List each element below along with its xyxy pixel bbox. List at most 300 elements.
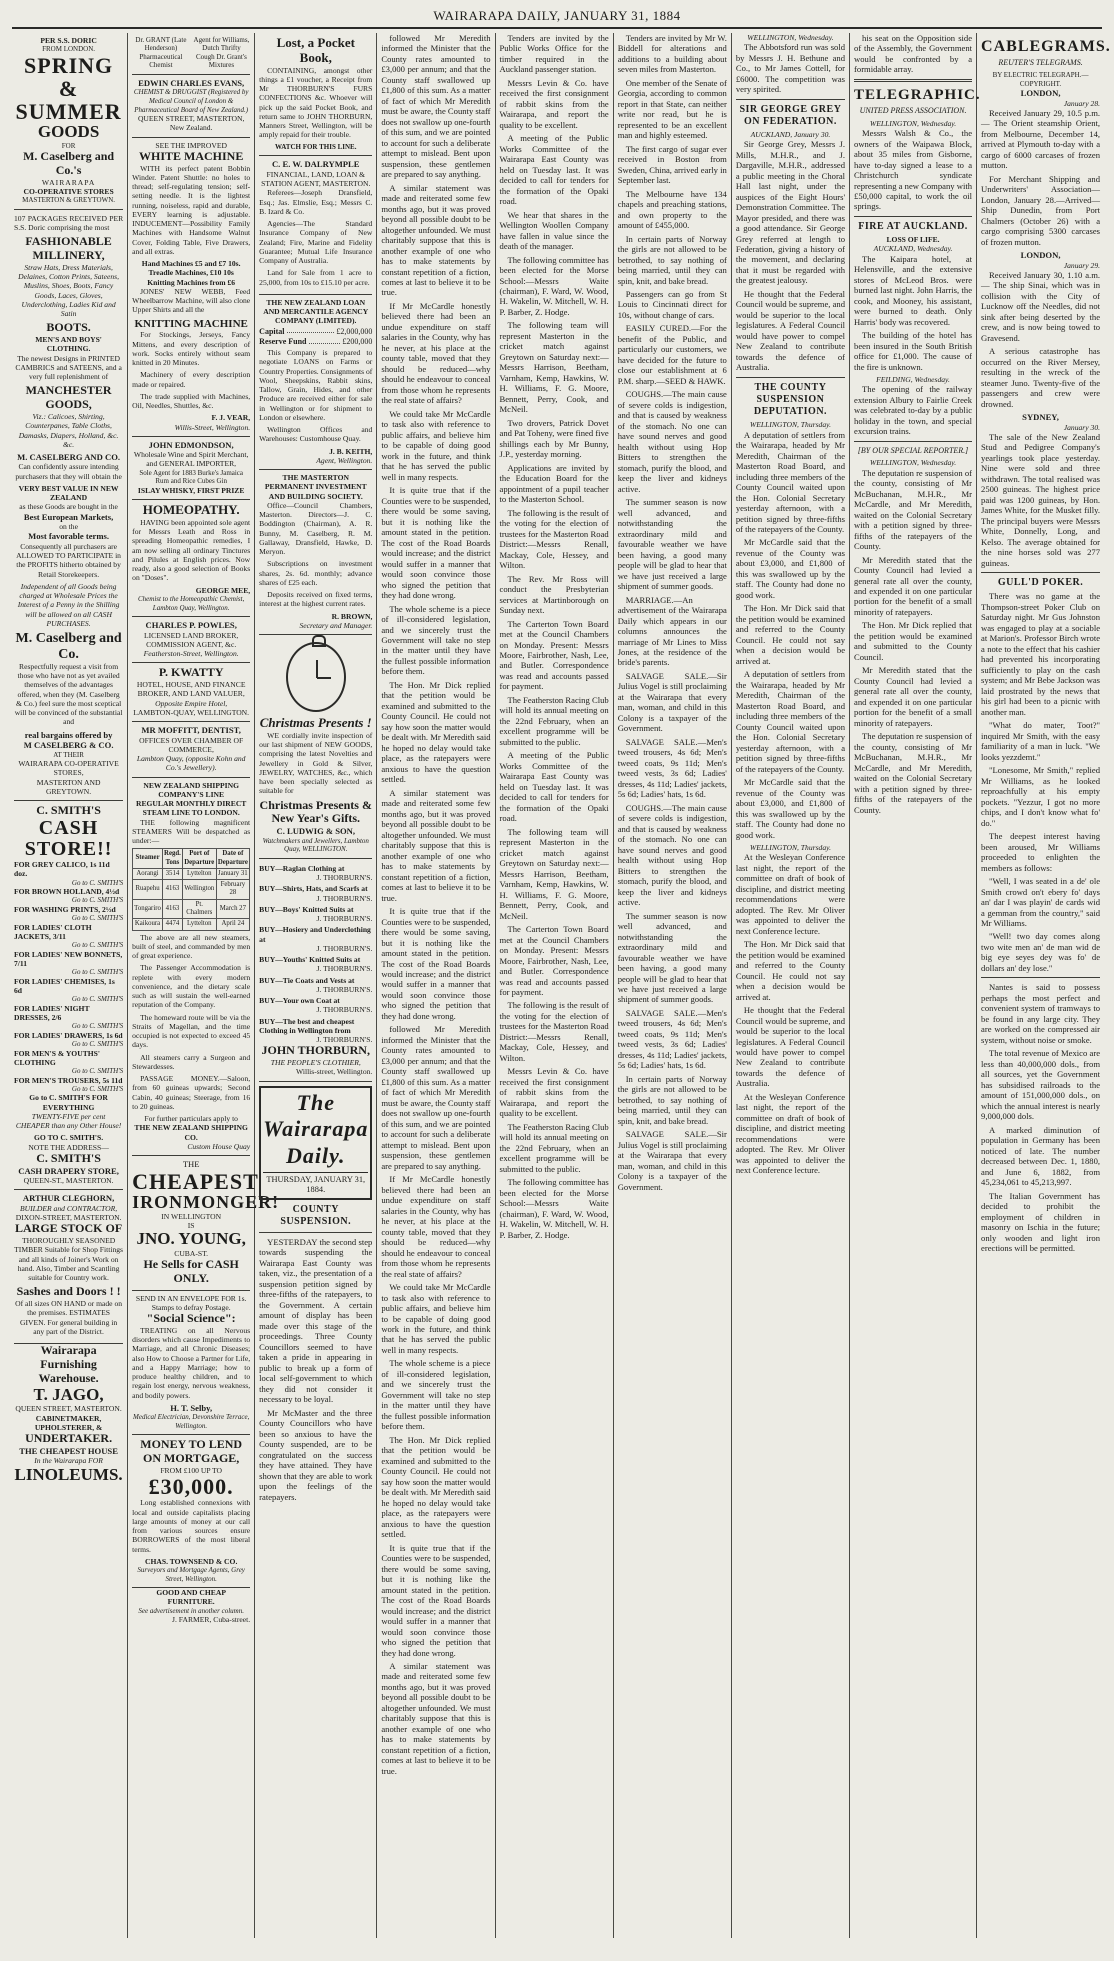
smith-goto: Go to C. SMITH'S bbox=[71, 1084, 124, 1093]
land-sale-text: Land for Sale from 1 acre to 25,000, from 10s to £15.10 per acre. bbox=[259, 268, 373, 287]
press-association: UNITED PRESS ASSOCIATION. bbox=[859, 106, 967, 116]
federation-heading: SIR GEORGE GREY ON FEDERATION. bbox=[739, 103, 842, 127]
editorial-para-6-repeat: We could take Mr McCardle to task also with reference to public affairs, and believe him to be capable of doing good work in the future, and think that he has served the public well in many respects. bbox=[381, 1282, 491, 1355]
reserve-label: Reserve Fund bbox=[259, 337, 307, 347]
willis-street-3: Willis-street, Wellington. bbox=[295, 1067, 373, 1077]
permanent-heading: THE MASTERTON PERMANENT INVESTMENT AND BUILDING SOCIETY. bbox=[264, 473, 367, 501]
misc-item-11: SALVAGE SALE.—Sir Julius Vogel is still proclaiming at the Wairarapa that every man, woman, and child in this Colony is a taxpayer of the Government. bbox=[617, 670, 727, 734]
ship-table bbox=[132, 848, 250, 930]
smith-item: FOR LADIES' NIGHT DRESSES, 2/6 bbox=[14, 1003, 90, 1022]
cuba-st: CUBA-ST. bbox=[174, 1248, 209, 1258]
ship-table-cell: 4163 bbox=[162, 880, 182, 900]
millinery-heading: MILLINERY, bbox=[32, 248, 105, 263]
money-text: Long established connexions with local and outside capitalists placing large amounts of money at our call from various sources ensure BORROWERS of the most liberal terms. bbox=[132, 1498, 251, 1554]
sydney-dateline: SYDNEY, bbox=[1022, 412, 1059, 423]
regular-line: REGULAR MONTHLY DIRECT STEAM LINE TO LONDON. bbox=[135, 799, 247, 818]
social-heading: "Social Science": bbox=[146, 1311, 236, 1326]
caselberg-name: M. Caselberg and Co.'s bbox=[23, 149, 115, 177]
news-item-3: A meeting of the Public Works Committee of the Wairarapa East County was held on Tuesday last. It was decided to call for tenders for the formation of the Opaki road. bbox=[499, 133, 609, 207]
coop-stores-2: WAIRARAPA CO-OPERATIVE STORES, bbox=[18, 759, 119, 778]
islay-whisky: ISLAY WHISKY, FIRST PRIZE bbox=[137, 485, 245, 495]
smith-goto: Go to C. SMITH'S bbox=[71, 1040, 124, 1048]
news-item-19: The following committee has been elected for the Morse School:—Messrs Waite (chairman), F. Ward, W. Wood, H. Wakelin, W. Mitchell, W. H. P. Barber, Z. Hodge. bbox=[499, 1177, 609, 1240]
editorial-para-3-repeat: It is quite true that if the Counties were to be suspended, there would be some saving, but it is nothing like the amount stated in the petition. The cost of the Road Boards would increase; and the district would suffer in a manner that would soon convince those who signed the petition that they had done wrong. bbox=[381, 906, 491, 1021]
railway-text: The opening of the railway extension Albury to Fairlie Creek was celebrated to-day by a public holiday in the town, and special excursion trains. bbox=[854, 384, 973, 437]
oil-springs-text: Messrs Walsh & Co., the owners of the Waipawa Block, about 35 miles from Gisborne, have to-day signed a lease to a Christchurch syndicate representing a new Company with £50,000 capital, to work the oil springs. bbox=[854, 128, 973, 212]
smith-item: FOR MEN'S TROUSERS, 5s 11d bbox=[14, 1075, 123, 1085]
cable-text-1: Received January 29, 10.5 p.m.— The Orient steamship Orient, from Melbourne, December 14, arrived at Plymouth to-day with a cargo of 6000 carcases of frozen mutton. bbox=[981, 107, 1101, 171]
misc-item-7: EASILY CURED.—For the benefit of the Public, and particularly our customers, we have decided for the future to close our establishment at 6 P.M. sharp.—SEED & HAWK. bbox=[617, 323, 727, 386]
nz-loan-advert bbox=[259, 295, 372, 470]
buy-item: BUY—Your own Coat at bbox=[259, 996, 340, 1006]
editorial-para-1-repeat: A similar statement was made and reiterated some few months ago, but it was proved beyond all possible doubt to be altogether unfounded. We must charitably suppose that this is another example of one who has to make statements by constant repetition of a fiction, comes at last to believe it to be true. bbox=[381, 787, 491, 903]
nz-loan-heading: THE NEW ZEALAND LOAN AND MERCANTILE AGENCY COMPANY (LIMITED). bbox=[263, 297, 369, 326]
large-stock: LARGE STOCK OF bbox=[15, 1221, 123, 1236]
smith-item-list bbox=[14, 860, 123, 1093]
ironmonger-heading: IRONMONGER! bbox=[132, 1191, 280, 1212]
column-9 bbox=[977, 33, 1111, 1938]
dateline-2: AUCKLAND, January 30. bbox=[750, 129, 831, 139]
cheapest-house: THE CHEAPEST HOUSE bbox=[19, 1445, 118, 1456]
poker-text-6: "Well! two day comes along two wite men an' de man wid de big eye seyes dey was fo' de dollars an' dey lose." bbox=[981, 931, 1101, 973]
smith-goto: Go to C. SMITH'S bbox=[71, 896, 124, 905]
misc-item-9: The summer season is now well advanced, and notwithstanding the extraordinary mild and favourable weather we have been having, a good many people will be glad to hear that we have just received a large shipment of summer goods. bbox=[617, 497, 727, 592]
dateline-3: WELLINGTON, Thursday. bbox=[749, 420, 831, 430]
county-suspension-heading: COUNTY SUSPENSION. bbox=[280, 1203, 352, 1227]
queen-st: QUEEN STREET, MASTERTON, New Zealand. bbox=[137, 114, 245, 133]
lost-heading: Lost, a Pocket Book, bbox=[276, 34, 355, 65]
smith-item: FOR LADIES' CLOTH JACKETS, 3/11 bbox=[14, 922, 92, 941]
sashes-text: Of all sizes ON HAND or made on the premises. ESTIMATES GIVEN. For general building in any part of the District. bbox=[15, 1299, 123, 1336]
misc-item-8: COUGHS.—The main cause of severe colds is indigestion, and that is caused by weakness of the stomach. No one can have sound nerves and good health without using Hop Bitters to strengthen the stomach, purify the blood, and keep the liver and kidneys active. bbox=[617, 389, 727, 494]
agencies-text: Agencies—The Standard Insurance Company of New Zealand; Fire, Marine and Fidelity Guarantee; Mutual Life Insurance Company of Australia. bbox=[259, 219, 373, 265]
permanent-advert bbox=[259, 470, 372, 635]
kwatty-advert bbox=[132, 663, 250, 722]
trade-text: The trade supplied with Machines, Oil, Needles, Shuttles, &c. bbox=[132, 391, 251, 410]
queen-street-2: QUEEN STREET, MASTERTON. bbox=[15, 1404, 122, 1414]
misc-item-6: Passengers can go from St Louis to Cincinnati direct for 10s, without change of cars. bbox=[617, 289, 727, 320]
editorial-para-2: A similar statement was made and reiterated some few months ago, but it was proved beyond all possible doubt to be altogether unfounded. We must charitably suppose that this is another example of one who has to make statements by constant repetition of a fiction, comes at last to believe it to be true. bbox=[381, 182, 491, 298]
misc-item-4: The Melbourne have 134 chapels and preaching stations, and own property to the amount of £455,000. bbox=[617, 188, 727, 231]
fire-heading: FIRE AT AUCKLAND. bbox=[858, 220, 968, 232]
real-bargains: real bargains offered by bbox=[24, 729, 113, 740]
ship-table-row bbox=[133, 880, 250, 900]
federation-text-1: Sir George Grey, Messrs J. Mills, M.H.R., and J. Dargaville, M.H.R., addressed a public meeting in the Choral Hall last night, under the auspices of the Eight Hours' Demonstration Committee. The Mayor presided, and there was a good attendance. Sir George Grey referred at length to Federation, giving a history of the movement, and declaring that it must be regarded with the greatest jealousy. bbox=[735, 139, 846, 286]
deposits-text: Deposits received on fixed terms, interest at the highest current rates. bbox=[259, 590, 373, 609]
millinery-text: Straw Hats, Dress Materials, Delaines, Cotton Prints, Sateens, Muslins, Shoes, Boots, Fancy Goods, Laces, Gloves, Underclothing, Ladies Kid and Satin bbox=[18, 262, 119, 319]
dateline-1: WELLINGTON, Wednesday. bbox=[747, 32, 834, 42]
sydney-date: January 30. bbox=[1063, 422, 1101, 432]
ship-table-header: Regd. Tons bbox=[162, 849, 182, 869]
conference-text-3: He thought that the Federal Council would be supreme, and would be superior to the local legislatures. A Federal Council would have power to compel New Zealand to contribute towards the defence of Australia. bbox=[735, 1005, 846, 1089]
for-label: FOR bbox=[61, 141, 76, 150]
social-text: TREATING on all Nervous disorders which cause Impediments to Marriage, and all Chronic Diseases; also How to Choose a Partner for Life, and a Happy Marriage; how to produce healthy children, and to regain lost energy, nervous weakness, and bodily powers. bbox=[132, 1325, 251, 1400]
keith-name: J. B. KEITH, bbox=[329, 446, 373, 456]
news-item-11: The Carterton Town Board met at the Council Chambers on Monday. Present: Messrs Moore, Fairbrother, Nash, Lee, and Butler. Correspondence was read and accounts passed for payment. bbox=[499, 618, 609, 692]
everything-line: Go to C. SMITH'S FOR EVERYTHING bbox=[29, 1093, 108, 1112]
best-european: Best European Markets, bbox=[23, 511, 114, 522]
jago-name: T. JAGO, bbox=[33, 1384, 104, 1404]
christmas-heading: Christmas Presents ! bbox=[259, 715, 372, 730]
tel-dateline-3: FEILDING, Wednesday. bbox=[876, 374, 950, 384]
chemist: CHEMIST & DRUGGIST (Registered by Medical Council of London & Pharmaceutical Board of New Zealand.) bbox=[133, 88, 249, 114]
stockings-text: For Stockings, Jerseys, Fancy Mittens, and every description of work. Socks entirely without seam knitted in 20 Minutes. bbox=[132, 330, 251, 367]
on-the-label: on the bbox=[59, 522, 78, 532]
jones-text: JONES' NEW WEBB, Feed Wheelbarrow Machine, will also clone Upper Shirts and all the bbox=[132, 286, 251, 315]
news-item-12: The Featherston Racing Club will hold its annual meeting on the 22nd February, when an excellent programme will be submitted to the public. bbox=[499, 694, 609, 747]
coop-stores: CO-OPERATIVE STORES bbox=[23, 186, 114, 196]
editorial-para-9-repeat: It is quite true that if the Counties were to be suspended, there would be some saving, but it is nothing like the amount stated in the petition. The cost of the Road Boards would increase; and the district would suffer in a manner that would soon convince those who signed the petition that they had done wrong. bbox=[381, 1542, 491, 1658]
evans-name: EDWIN CHARLES EVANS, bbox=[138, 77, 245, 88]
editorial-para-3: If Mr McCardle honestly believed there had been an undue expenditure on staff salaries in the County, why has he never, at his place at the county table, moved that they should be reduced—why should he endeavour to conceal from those whom he represents the real state of affairs? bbox=[381, 300, 491, 406]
social-science-advert bbox=[132, 1291, 250, 1436]
cabinetmaker: CABINETMAKER, UPHOLSTERER, & bbox=[34, 1413, 103, 1432]
homeopathy-advert bbox=[132, 500, 250, 617]
jago-advert bbox=[14, 1344, 123, 1484]
further-particulars: For further particulars apply to bbox=[144, 1114, 238, 1124]
knitting-price: Knitting Machines from £6 bbox=[147, 277, 236, 287]
editorial-para-10-repeat: A similar statement was made and reiterated some few months ago, but it was proved beyond all possible doubt to be altogether unfounded. We must charitably suppose that this is another example of one who has to make statements by constant repetition of a fiction, comes at last to believe it to be true. bbox=[381, 1661, 491, 1776]
editorial-para-4: We could take Mr McCardle to task also with reference to public affairs, and believe him to be capable of doing good work in the future, and think that he has served the public well in many respects. bbox=[381, 408, 491, 482]
ship-table-cell: Kaikoura bbox=[133, 919, 163, 930]
column-6 bbox=[614, 33, 732, 1938]
deputation-text-1: A deputation of settlers from the Wairarapa, headed by Mr Meredith, Chairman of the Masterton Road Board, and including three members of the County Council waited upon the Hon. Colonial Secretary yesterday afternoon, with a petition signed by three-fifths of the ratepayers of the County. bbox=[735, 429, 846, 534]
london-date-1: January 28. bbox=[1063, 98, 1101, 108]
dixon-street: DIXON-STREET, MASTERTON. bbox=[15, 1213, 122, 1223]
sole-agent: Sole Agent for 1883 Burke's Jamaica Rum and Rice Cubes Gin bbox=[139, 468, 244, 486]
news-item-10: The Rev. Mr Ross will conduct the Presbyterian services at Martinborough on Sunday next. bbox=[499, 573, 609, 616]
ship-table-cell: Tongariro bbox=[133, 899, 163, 919]
the-label: THE bbox=[182, 1159, 200, 1170]
smith-item: FOR LADIES' DRAWERS, 1s 6d bbox=[14, 1030, 123, 1040]
undertaker: UNDERTAKER. bbox=[25, 1431, 113, 1446]
germany-text: A marked diminution of population in Germany has been noticed of late. The number decreased between Dec. 1, 1880, and June 6, 1882, from 45,234,061 to 45,213,997. bbox=[981, 1124, 1101, 1188]
deputation-text-2: Mr McCardle said that the revenue of the County was about £3,000, and £1,800 of this was swallowed up by the staff. The County had done no good work. bbox=[735, 537, 846, 600]
george-mee: GEORGE MEE, bbox=[195, 585, 251, 595]
buy-item: BUY—Raglan Clothing at bbox=[259, 863, 345, 873]
passenger-text: The Passenger Accommodation is replete with every modern convenience, and the dietary scale such as will sustain the well-earned reputation of the Company. bbox=[132, 963, 251, 1010]
go-to-smith: GO TO C. SMITH'S. bbox=[34, 1133, 104, 1143]
moffitt-name: MR MOFFITT, DENTIST, bbox=[141, 725, 241, 736]
doric-heading: PER S.S. DORIC bbox=[40, 35, 97, 45]
deputation-text-5: Mr McCardle said that the revenue of the County was about £3,000, and £1,800 of this was swallowed up by the staff. The County had done no good work. bbox=[735, 777, 846, 840]
news-item-18: The Featherston Racing Club will hold its annual meeting on the 22nd February, when an excellent programme will be submitted to the public. bbox=[499, 1121, 609, 1174]
brown-name: R. BROWN, bbox=[331, 611, 373, 621]
news-item-8: Applications are invited by the Education Board for the appointment of a pupil teacher to the Masterton School. bbox=[499, 462, 609, 505]
misc-item-16: In certain parts of Norway the girls are not allowed to be betrothed, to say nothing of being married, until they can spin, knit, and bake bread. bbox=[617, 1073, 727, 1126]
knitting-machine: KNITTING MACHINE bbox=[134, 317, 248, 330]
news-item-13: A meeting of the Public Works Committee of the Wairarapa East County was held on Tuesday last. It was decided to call for tenders for the formation of the Opaki road. bbox=[499, 750, 609, 824]
smith-name-2: C. SMITH'S bbox=[36, 1150, 101, 1165]
ship-table-header: Steamer bbox=[133, 849, 163, 869]
summer-heading: SUMMER bbox=[15, 98, 122, 124]
news-item-9: The following is the result of the voting for the election of trustees for the Masterton Road District:—Messrs Renall, Mackay, Cole, Hessey, and Wilton. bbox=[499, 507, 609, 571]
twenty-five-line: TWENTY-FIVE per cent CHEAPER than any Other House! bbox=[15, 1111, 122, 1131]
ship-table-cell: January 31 bbox=[216, 868, 250, 879]
smith-goto: Go to C. SMITH'S bbox=[71, 1022, 124, 1031]
watchmakers: Watchmakers and Jewellers, Lambton Quay, WELLINGTON. bbox=[262, 836, 369, 854]
boots-heading: BOOTS. bbox=[46, 320, 91, 335]
poker-text-2: "What do mater, Toot?" inquired Mr Smith, with the easy familiarity of a man in luck. "We looks yezzdemt." bbox=[981, 720, 1101, 762]
chambers: OFFICES OVER CHAMBER OF COMMERCE, bbox=[139, 735, 244, 754]
see-improved: SEE THE IMPROVED bbox=[155, 140, 227, 150]
ship-intro: THE following magnificent STEAMERS Will be despatched as under:— bbox=[132, 817, 251, 846]
poker-text-4: The deepest interest having been aroused, Mr Williams proceeded to enlighten the members as follows: bbox=[981, 831, 1101, 873]
timber-text: THOROUGHLY SEASONED TIMBER Suitable for Shop Fittings and all kinds of Joiner's Work on hand. Also, Timber and Scantling suitable for Country work. bbox=[14, 1236, 124, 1283]
reuter-label: REUTER'S TELEGRAMS. bbox=[998, 58, 1083, 68]
in-wairarapa: In the Wairarapa FOR bbox=[34, 1456, 103, 1466]
county-text-1: YESTERDAY the second step towards suspending the Wairarapa East County was taken, viz., the presentation of a suspension petition signed by three-fifths of the ratepayers, to the Government. A certain amount of display has been made over this stage of the proceedings. Three County Councillors seemed to have taken a pride in appearing in public to break up a form of local self-government to which they did not consider it necessary to be loyal. bbox=[259, 1236, 373, 1405]
dalrymple-name: C. E. W. DALRYMPLE bbox=[271, 159, 360, 170]
watch-line: WATCH FOR THIS LINE. bbox=[275, 142, 357, 151]
cable-text-3: Received January 30, 1.10 a.m.— The ship Sinai, which was in collision with the City of Lucknow off the Needles, did not sink after being deserted by the crew, and is now being towed to Gravesend. bbox=[981, 269, 1101, 343]
grey-street: Surveyors and Mortgage Agents, Grey Street, Wellington. bbox=[137, 1566, 245, 1583]
cheapest-heading: CHEAPEST bbox=[132, 1168, 259, 1194]
buy-item-store: J. THORBURN'S. bbox=[316, 964, 373, 974]
editorial-para-7-repeat: The whole scheme is a piece of ill-considered legislation, and we sincerely trust the Government will take no step in the matter until they have the fullest possible information before them. bbox=[381, 1358, 491, 1432]
smith-advert bbox=[14, 801, 123, 1190]
misc-item-14: The summer season is now well advanced, and notwithstanding the extraordinary mild and favourable weather we have been having, a good many people will be glad to hear that we have just received a large shipment of summer goods. bbox=[617, 910, 727, 1005]
vear-name: F. J. VEAR, bbox=[211, 413, 251, 423]
capital-value: £2,000,000 bbox=[336, 326, 373, 336]
is-label: IS bbox=[187, 1220, 195, 1230]
conference-text-2: The Hon. Mr Dick said that the petition would be examined and referred to the County Council. He could not say when a decision would be arrived at. bbox=[735, 939, 846, 1002]
london-date-2: January 29. bbox=[1063, 260, 1101, 270]
ludwig-name: C. LUDWIG & SON, bbox=[276, 826, 356, 837]
cablegrams-heading: CABLEGRAMS. bbox=[981, 37, 1111, 55]
kwatty-name: P. KWATTY bbox=[158, 665, 224, 680]
cleghorn-name: ARTHUR CLEGHORN, bbox=[22, 1193, 115, 1204]
furniture-advert bbox=[132, 1588, 250, 1624]
editorial-para-5: It is quite true that if the Counties were to be suspended, there would be some saving, but it is nothing like the amount stated in the petition. The cost of the Road Boards would increase; and the district would suffer in a manner that would soon convince those who signed the petition that they had done wrong. bbox=[381, 485, 491, 601]
column-4 bbox=[377, 33, 495, 1938]
christmas-gifts: Christmas Presents & New Year's Gifts. bbox=[259, 797, 372, 826]
own-reporter: [BY OUR SPECIAL REPORTER.] bbox=[857, 445, 969, 455]
cable-text-5: The sale of the New Zealand Stud and Pedigree Company's yearlings took place yesterday. Nine were sold and three withdrawn. The total realised was 2500 guineas. The highest price paid was 1200 guineas, by Hon. James White, for the Musket filly. The principal buyers were Messrs White, Donnelly, Long, and Kelso. The average obtained for the nine horses sold was 277 guineas. bbox=[981, 431, 1101, 568]
lost-text: CONTAINING, amongst other things a £1 voucher, a Receipt from Mr THORBURN'S FURS CONFECTIONS &c. Whoever will pick up the said Pocket Book, and return same to JOHN THORBURN, Manners Street, Wellington, will be amply repaid for their trouble. bbox=[259, 65, 373, 140]
news-item-16: The following is the result of the voting for the election of trustees for the Masterton Road District:—Messrs Renall, Mackay, Cole, Hessey, and Wilton. bbox=[499, 1000, 609, 1063]
ship-table-cell: Lyttelton bbox=[183, 868, 217, 879]
smith-goto: Go to C. SMITH'S bbox=[71, 1067, 124, 1076]
ship-table-cell: Ruapehu bbox=[133, 880, 163, 900]
at-their: AT THEIR bbox=[53, 750, 84, 759]
confident-text: Can confidently assure intending purchasers that they will obtain the bbox=[15, 462, 122, 481]
fire-text-1: The Kaipara hotel, at Helensville, and the extensive stores of McLeod Bros. were burned last night. John Harris, the cook, and Mooney, his assistant, were burned to death. Only Harris' body was recovered. bbox=[854, 253, 973, 327]
editorial-para-6: The whole scheme is a piece of ill-considered legislation, and we sincerely trust the Government will take no step in the matter until they have the fullest possible information before them. bbox=[381, 603, 491, 677]
independent-text: Independent of all Goods being charged at Wholesale Prices the Interest of a Penny in the Shilling will be allowed on all CASH PURCHASES. bbox=[17, 581, 120, 628]
ship-table-cell: April 24 bbox=[216, 919, 250, 930]
thorburn-name: JOHN THORBURN, bbox=[261, 1043, 370, 1058]
referees-text: Referees—Joseph Dransfield, Esq.; Jas. Elmslie, Esq.; Messrs C. B. Izard & Co. bbox=[259, 188, 373, 216]
price-line: Hand Machines £5 and £7 10s. Treadle Machines, £10 10s bbox=[141, 259, 241, 278]
poker-text-1: There was no game at the Thompson-street Poker Club on Saturday night. Mr Gus Johnston was engaged to play at a sociable at Marion's. Professor Birch wrote a note to the effect that his cashier had prevented his incorporating sufficiently to play on the cash system; and Mr Bebe Jackson was laid prostrated by the news that his girl had been to a picnic with another man. bbox=[981, 591, 1101, 717]
smith-goto: Go to C. SMITH'S bbox=[71, 995, 124, 1004]
as-these-goods: as these Goods are bought in the bbox=[19, 502, 118, 512]
mexico-text: The total revenue of Mexico are less than 40,000,000 dols., from all sources, yet the Government has subsidised railroads to the amount of 151,000,000 dols., on which the annual interest is nearly 9,000,000 dols. bbox=[981, 1048, 1101, 1122]
custom-house: Custom House Quay bbox=[187, 1141, 251, 1151]
from-line: FROM £100 UP TO bbox=[160, 1466, 223, 1475]
conference-text-4: At the Wesleyan Conference last night, the report of the committee on draft of book of discipline, and district meeting recommendations were adopted. The Rev. Mr Oliver was appointed to deliver the next Conference lecture. bbox=[735, 1091, 846, 1176]
nantes-text: Nantes is said to possess perhaps the most perfect and convenient system of tramways to be found in any large city. They are worked on the compressed air system, without noise or smoke. bbox=[981, 982, 1101, 1045]
federation-text-2: He thought that the Federal Council would be supreme, and would be superior to the local legislatures. A Federal Council would have power to compel New Zealand to contribute towards the defence of Australia. bbox=[735, 288, 846, 373]
smith-item: FOR WASHING PRINTS, 2½d bbox=[14, 904, 116, 914]
smith-name: C. SMITH'S bbox=[36, 803, 101, 818]
ship-table-cell: Wellington bbox=[183, 880, 217, 900]
news-item-1: Tenders are invited by the Public Works Office for the timber required in the Auckland passenger station. bbox=[499, 32, 609, 75]
buy-item-store: J. THORBURN'S. bbox=[316, 914, 373, 924]
column-3 bbox=[255, 33, 377, 1938]
selby-name: H. T. Selby, bbox=[170, 1402, 213, 1413]
buy-item-store: J. THORBURN'S. bbox=[316, 873, 373, 883]
buy-item: BUY—Hosiery and Underclothing at bbox=[259, 925, 371, 944]
buy-item: BUY—The best and cheapest Clothing in Wellington from bbox=[259, 1016, 355, 1035]
news-item-17: Messrs Levin & Co. have received the first consignment of rabbit skins from the Wairarapa, and report the quality to be excellent. bbox=[499, 1066, 609, 1119]
doric-from: FROM LONDON. bbox=[42, 45, 96, 54]
buy-list bbox=[259, 864, 372, 1045]
buy-item-store: J. THORBURN'S. bbox=[316, 943, 373, 953]
subscriptions-text: Subscriptions on investment shares, 2s. 6d. monthly; advance shares of £25 each. bbox=[259, 559, 373, 587]
buy-item-store: J. THORBURN'S. bbox=[316, 1035, 373, 1045]
caselberg-co: M. CASELBERG AND CO. bbox=[17, 452, 121, 462]
columns bbox=[10, 32, 1111, 1938]
loss-heading: LOSS OF LIFE. bbox=[886, 235, 940, 245]
dalrymple-advert bbox=[259, 156, 372, 294]
news-item-14: The following team will represent Masterton in the cricket match against Greytown on Saturday next:—Messrs Harrison, Beetham, Varnham, Kemp, Hawkins, W. H. Williams, F. G. Moore, Bennett, Perry, Cook, and McNeil. bbox=[499, 826, 609, 921]
consequently-text: Consequently all purchasers are ALLOWED TO PARTICIPATE in the PROFITS hitherto obtained by Retail Storekeepers. bbox=[16, 541, 121, 579]
evans-advert bbox=[132, 75, 250, 138]
masterton-greytown-2: MASTERTON AND GREYTOWN. bbox=[36, 777, 101, 796]
ship-table-cell: March 27 bbox=[216, 899, 250, 919]
paper-title: The Wairarapa Daily. bbox=[263, 1089, 369, 1169]
ship-table-cell: Pt. Chalmers bbox=[183, 899, 217, 919]
opposite-empire: Opposite Empire Hotel, bbox=[155, 698, 228, 708]
white-text: WITH its perfect patent Bobbin Winder. Patent Shuttle: no holes to thread; self-regulating tension; self-setting needle. It is the lightest running, noiseless, rapid and durable, EVERY learning is adjustable. INDUCEMENT—Possibility Family Machines with Handsome Walnut Cover, Folding Table, Five Drawers, and all extras. bbox=[132, 163, 251, 256]
column-5 bbox=[496, 33, 614, 1938]
deputation-heading: THE COUNTY SUSPENSION DEPUTATION. bbox=[753, 381, 828, 418]
homeopathy-heading: HOMEOPATHY. bbox=[142, 502, 240, 518]
column-1 bbox=[10, 33, 128, 1938]
linoleums: LINOLEUMS. bbox=[14, 1464, 123, 1484]
telegraphic-heading: TELEGRAPHIC. bbox=[854, 86, 981, 103]
queen-street: QUEEN-ST., MASTERTON. bbox=[23, 1176, 114, 1186]
see-ad: See advertisement in another column. bbox=[138, 1606, 244, 1615]
secretary: Secretary and Manager. bbox=[299, 620, 373, 630]
featherston-st: Featherston-Street, Wellington. bbox=[143, 649, 239, 659]
caselberg-name-3: M CASELBERG & CO. bbox=[23, 740, 114, 751]
machinery-text: Machinery of every description made or repaired. bbox=[132, 370, 251, 389]
smith-item: FOR MEN'S & YOUTHS' CLOTHING bbox=[14, 1048, 100, 1067]
young-name: JNO. YOUNG, bbox=[136, 1229, 246, 1249]
suspension-text-1: The deputation re suspension of the county, consisting of Mr McBuchanan, M.H.R., Mr McCardle, and Mr Meredith, waited on the Colonial Secretary with a petition signed by three-fifths of the ratepayers of the County. bbox=[854, 467, 973, 552]
agent-wellington: Agent, Wellington. bbox=[316, 455, 373, 465]
manchester-heading: MANCHESTER GOODS, bbox=[25, 383, 112, 412]
poker-text-3: "Lonesome, Mr Smith," replied Mr Williams, as he looked reproachfully at his empty pockets. "Yezzur, I got no more chips, and I don't know what fo' do." bbox=[981, 765, 1101, 828]
smith-item: FOR GREY CALICO, 1s 11d doz. bbox=[14, 860, 110, 879]
farmer-name: J. FARMER, Cuba-street. bbox=[172, 1615, 251, 1625]
envelope-line: SEND IN AN ENVELOPE FOR 1s. Stamps to defray Postage. bbox=[135, 1293, 247, 1312]
smith-goto: Go to C. SMITH'S bbox=[71, 941, 124, 950]
townsend-name: CHAS. TOWNSEND & CO. bbox=[145, 1556, 238, 1566]
young-advert bbox=[132, 1156, 280, 1291]
misc-item-3: The first cargo of sugar ever received in Boston from Sweden, China, arrived early in September last. bbox=[617, 143, 727, 186]
news-item-2: Messrs Levin & Co. have received the first consignment of rabbit skins from the Wairarapa, and report the quality to be excellent. bbox=[499, 77, 609, 130]
abbotsford-text: The Abbotsford run was sold by Messrs J. H. Bethune and Co., to Mr James Cottell, for £6000. The competition was very spirited. bbox=[735, 42, 846, 95]
nz-line: NEW ZEALAND SHIPPING COMPANY'S LINE bbox=[143, 780, 239, 799]
medical-electrician: Medical Electrician, Devonshire Terrace, Wellington. bbox=[133, 1413, 250, 1430]
misc-item-13: COUGHS.—The main cause of severe colds is indigestion, and that is caused by weakness of the stomach. No one can have sound nerves and good health without using Hop Bitters to strengthen the stomach, purify the blood, and keep the liver and kidneys active. bbox=[617, 802, 727, 908]
lambton-quay: LAMBTON-QUAY, WELLINGTON. bbox=[133, 707, 250, 717]
misc-item-5: In certain parts of Norway the girls are not allowed to be betrothed, to say nothing of being married, until they can spin, knit, and bake bread. bbox=[617, 233, 727, 286]
smith-item: FOR BROWN HOLLAND, 4½d bbox=[14, 887, 120, 897]
passage-text: PASSAGE MONEY.—Saloon, from 60 guineas upwards; Second Cabin, 40 guineas; Steerage, from 16 to 20 guineas. bbox=[132, 1074, 251, 1111]
misc-item-17: SALVAGE SALE.—Sir Julius Vogel is still proclaiming at the Wairarapa that every man, woman, and child in this Colony is a taxpayer of the Government. bbox=[617, 1129, 727, 1192]
sashes-heading: Sashes and Doors ! ! bbox=[16, 1284, 121, 1299]
editorial-para-8-repeat: The Hon. Mr Dick replied that the petition would be examined and submitted to the County Council. He could not say how soon the matter would be dealt with. Mr Meredith said he hoped no delay would take place, as the ratepayers were anxious to have the question settled. bbox=[381, 1434, 491, 1540]
white-machine-advert bbox=[132, 138, 250, 437]
in-wellington: IN WELLINGTON bbox=[161, 1211, 222, 1221]
land-broker: LICENSED LAND BROKER, COMMISSION AGENT, &c. bbox=[144, 630, 239, 649]
suspension-text-3: The Hon. Mr Dick replied that the petition would be examined and submitted to the County Council. bbox=[854, 620, 973, 662]
buy-item: BUY—Youths' Knitted Suits at bbox=[259, 955, 361, 965]
smith-goto: Go to C. SMITH'S bbox=[71, 968, 124, 977]
smith-goto: Go to C. SMITH'S bbox=[71, 878, 124, 887]
tel-dateline-4: WELLINGTON, Wednesday. bbox=[869, 458, 957, 468]
news-item-15: The Carterton Town Board met at the Council Chambers on Monday. Present: Messrs Moore, Fairbrother, Nash, Lee, and Butler. Correspondence was read and accounts passed for payment. bbox=[499, 924, 609, 997]
editorial-para-7: The Hon. Mr Dick replied that the petition would be examined and submitted to the County Council. He could not say how soon the matter would be dealt with. Mr Meredith said he hoped no delay would take place, as the ratepayers were anxious to have the question settled. bbox=[381, 679, 491, 785]
wairarapa-label: WAIRARAPA bbox=[41, 177, 96, 187]
misc-item-1: Tenders are invited by Mr W. Biddell for alterations and additions to a building about seven miles from Masterton. bbox=[617, 32, 727, 75]
nzsc-name: THE NEW ZEALAND SHIPPING CO. bbox=[134, 1123, 248, 1142]
buy-item: BUY—Shirts, Hats, and Scarfs at bbox=[259, 884, 368, 894]
column-2 bbox=[128, 33, 280, 1938]
permanent-text: Office—Council Chambers, Masterton. Directors—J. C. Boddington (Chairman), A. R. Bunny, M. Caselberg, R. M. Gallaway, Dransfield, Hawke, D. Meryon. bbox=[259, 500, 373, 556]
white-machine: WHITE MACHINE bbox=[139, 148, 244, 163]
column-8 bbox=[850, 32, 981, 1938]
money-heading: MONEY TO LEND ON MORTGAGE, bbox=[140, 1437, 243, 1466]
very-best-value: VERY BEST VALUE IN NEW ZEALAND bbox=[18, 483, 119, 503]
pocket-book-advert bbox=[259, 33, 372, 156]
note-address: NOTE THE ADDRESS— bbox=[28, 1142, 109, 1152]
deputation-text-4: A deputation of settlers from the Wairarapa, headed by Mr Meredith, Chairman of the Masterton Road Board, and including three members of the County Council waited upon the Hon. Colonial Secretary yesterday afternoon, with a petition signed by three-fifths of the ratepayers of the County. bbox=[735, 669, 846, 774]
furniture-heading: GOOD AND CHEAP FURNITURE. bbox=[156, 1588, 226, 1607]
ship-table-cell: 4474 bbox=[162, 919, 182, 930]
favorable-terms: Most favorable terms. bbox=[28, 531, 110, 542]
ship-table-cell: 3514 bbox=[162, 868, 182, 879]
editorial-para-4-repeat: followed Mr Meredith informed the Minister that the County rates amounted to £3,000 per annum; and that the County staff swallowed up £1,800 of this sum. As a matter of fact of which Mr Meredith must be aware, the County staff does not swallow up one-fourth of this sum, and we are pointed to account for such a deliberate attempt to mislead. Bent upon suspension, these gentlemen are prepared to say anything. bbox=[381, 1024, 491, 1171]
mens-clothing: MEN'S AND BOYS' CLOTHING. bbox=[35, 335, 102, 354]
county-text-2: Mr McMaster and the three County Councillors who have been so anxious to have the County suspended, are to be congratulated on the success they have attained. They have shown that they are able to work upon the feelings of the ratepayers. bbox=[259, 1407, 373, 1502]
caselberg-advert bbox=[14, 33, 123, 801]
edmondson-name: JOHN EDMONDSON, bbox=[148, 439, 234, 450]
respect-text: Respectfully request a visit from those who have not as yet availed themselves of the advantages offered, when they (M. Caselberg & Co.) feel sure the most sceptical will be convinced of the substantial and bbox=[14, 661, 123, 727]
corner-notice-1: Dr. GRANT (Late Henderson) Pharmaceutical Chemist bbox=[135, 35, 187, 70]
smith-goto: Go to C. SMITH'S bbox=[71, 914, 124, 923]
editorial-para-1: followed Mr Meredith informed the Minister that the County rates amounted to £3,000 per annum; and that the County staff swallowed up £1,800 of this sum. As a matter of fact of which Mr Meredith must be aware, the County staff does not swallow up one-fourth of this sum, and we are pointed to account for such a deliberate attempt to mislead. Bent upon suspension, these gentlemen are prepared to say anything. bbox=[381, 32, 491, 180]
ship-table-row bbox=[133, 868, 250, 879]
london-dateline-2: LONDON, bbox=[1020, 250, 1061, 261]
ship-table-cell: 4163 bbox=[162, 899, 182, 919]
corner-notices bbox=[132, 33, 250, 75]
money-amount: £30,000. bbox=[148, 1474, 234, 1500]
poker-text-5: "Well, I was seated in a de' ole Smith crowd on't ebery fo' days an' dar I was playin' de cards wid a gemman from the country," said Mr Williams. bbox=[981, 876, 1101, 928]
tel-dateline-1: WELLINGTON, Wednesday. bbox=[869, 118, 957, 128]
column-7 bbox=[732, 33, 850, 1938]
lambton-quay-3: Lambton Quay, (opposite Kohn and Co.'s Jewellery). bbox=[136, 754, 246, 773]
conference-text: At the Wesleyan Conference last night, the report of the committee on draft of book of discipline, and district meeting recommendations were adopted. The Rev. Mr Oliver was appointed to deliver the next Conference lecture. bbox=[735, 852, 846, 936]
misc-item-12: SALVAGE SALE.—Men's tweed trousers, 4s 6d; Men's tweed coats, 9s 11d; Men's tweed vests, 3s 6d; Ladies' dresses, 4s 11d; Ladies' jackets, 5s 6d; Ladies' hats, 1s 6d. bbox=[617, 736, 727, 800]
loan-text: This Company is prepared to negotiate LOANS on Farms or Country Properties. Consignments of Wool, Sheepskins, Rabbit skins, Tallow, Grain, Hides, and other Produce are received either for sale in Wellington or for shipment to London or elsewhere. bbox=[259, 348, 373, 422]
ship-table-cell: February 28 bbox=[216, 880, 250, 900]
